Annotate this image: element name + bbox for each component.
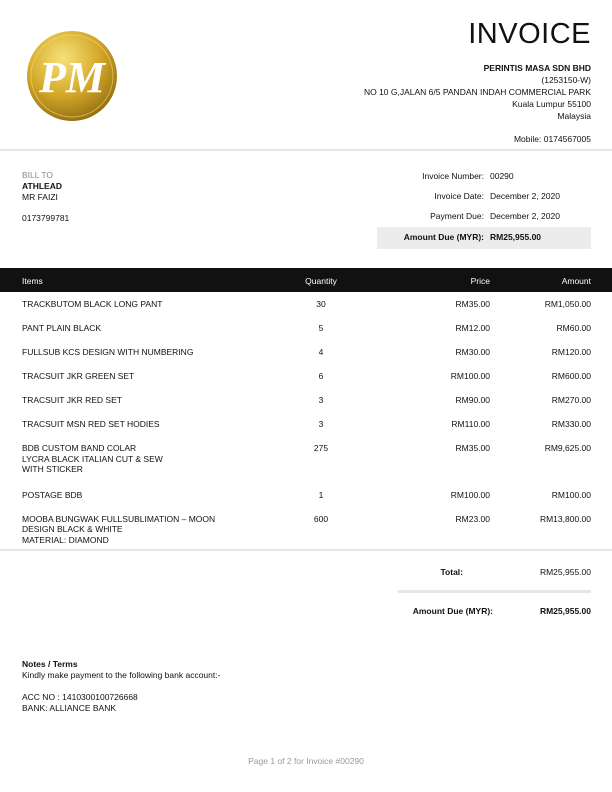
notes-heading: Notes / Terms — [22, 659, 78, 669]
page-footer: Page 1 of 2 for Invoice #00290 — [248, 756, 364, 766]
company-info — [364, 62, 591, 145]
item-quantity: 4 — [318, 347, 324, 357]
company-name: PERINTIS MASA SDN BHD — [483, 63, 591, 73]
invoice-number-label: Invoice Number: — [422, 171, 484, 181]
item-price: RM35.00 — [455, 299, 490, 309]
payment-due-label: Payment Due: — [430, 211, 484, 221]
header-price: Price — [470, 276, 490, 286]
payment-due-value: December 2, 2020 — [490, 211, 560, 221]
item-amount: RM120.00 — [551, 347, 591, 357]
table-row — [0, 316, 612, 340]
amount-due-row — [377, 227, 591, 249]
item-amount: RM270.00 — [551, 395, 591, 405]
item-quantity: 275 — [313, 443, 329, 453]
company-mobile: Mobile: 0174567005 — [513, 134, 591, 144]
total-label: Total: — [440, 567, 463, 577]
customer-phone: 0173799781 — [22, 213, 70, 223]
table-row — [0, 436, 612, 483]
customer-contact: MR FAIZI — [22, 192, 58, 202]
company-reg-no: (1253150-W) — [541, 75, 591, 85]
item-description: POSTAGE BDB — [22, 489, 83, 500]
item-description: FULLSUB KCS DESIGN WITH NUMBERING — [22, 347, 194, 357]
table-row — [0, 483, 612, 507]
item-price: RM90.00 — [455, 395, 490, 405]
item-quantity: 5 — [318, 323, 324, 333]
invoice-date-row — [377, 189, 591, 209]
item-description: TRACKBUTOM BLACK LONG PANT — [22, 299, 163, 309]
item-price: RM12.00 — [455, 323, 490, 333]
amount-due-label: Amount Due (MYR): — [403, 232, 484, 242]
amount-due-total-value: RM25,955.00 — [539, 606, 591, 616]
invoice-number-row — [377, 169, 591, 189]
bill-to-label: BILL TO — [22, 170, 54, 180]
payment-due-row — [377, 209, 591, 229]
item-description: MOOBA BUNGWAK FULLSUBLIMATION – MOON DESIGN BLACK & WHITE MATERIAL: DIAMOND — [22, 513, 216, 545]
company-address-line2: Kuala Lumpur 55100 — [512, 99, 591, 109]
item-quantity: 1 — [318, 489, 324, 500]
table-row — [0, 412, 612, 436]
table-row — [0, 507, 612, 554]
item-amount: RM100.00 — [551, 489, 591, 500]
table-row — [0, 340, 612, 364]
item-amount: RM330.00 — [551, 419, 591, 429]
item-description: PANT PLAIN BLACK — [22, 323, 102, 333]
item-quantity: 600 — [313, 513, 329, 524]
totals-divider — [398, 590, 591, 593]
item-price: RM23.00 — [455, 513, 490, 524]
item-description: BDB CUSTOM BAND COLAR LYCRA BLACK ITALIAN CUT & SEW WITH STICKER — [22, 443, 163, 474]
invoice-title: INVOICE — [468, 18, 591, 50]
item-amount: RM9,625.00 — [544, 443, 591, 453]
item-price: RM30.00 — [455, 347, 490, 357]
bill-to-block — [22, 170, 69, 224]
company-address-line1: NO 10 G,JALAN 6/5 PANDAN INDAH COMMERCIAL PARK — [363, 87, 591, 97]
header-quantity: Quantity — [305, 276, 337, 286]
header-items: Items — [22, 276, 43, 286]
item-amount: RM60.00 — [556, 323, 591, 333]
table-bottom-divider — [0, 549, 612, 551]
notes-terms — [22, 659, 220, 714]
invoice-date-label: Invoice Date: — [434, 191, 484, 201]
total-value: RM25,955.00 — [539, 567, 591, 577]
item-price: RM100.00 — [450, 371, 490, 381]
items-table-body — [0, 292, 612, 553]
notes-line: Kindly make payment to the following bank account:- — [22, 670, 221, 680]
amount-due-total-label: Amount Due (MYR): — [412, 606, 493, 616]
item-quantity: 3 — [318, 419, 324, 429]
bank-account-number: ACC NO : 1410300100726668 — [22, 692, 138, 702]
header-divider — [0, 149, 612, 151]
item-amount: RM1,050.00 — [544, 299, 591, 309]
bank-name: BANK: ALLIANCE BANK — [22, 703, 117, 713]
invoice-number-value: 00290 — [490, 171, 514, 181]
amount-due-value: RM25,955.00 — [490, 232, 542, 242]
table-row — [0, 388, 612, 412]
item-description: TRACSUIT JKR RED SET — [22, 395, 122, 405]
item-price: RM110.00 — [451, 419, 490, 429]
item-amount: RM600.00 — [551, 371, 591, 381]
logo-text: PM — [39, 53, 105, 102]
item-quantity: 6 — [318, 371, 324, 381]
header-amount: Amount — [561, 276, 591, 286]
item-quantity: 3 — [318, 395, 324, 405]
invoice-meta — [377, 169, 591, 249]
item-price: RM100.00 — [450, 489, 490, 500]
item-amount: RM13,800.00 — [539, 513, 591, 524]
table-row — [0, 364, 612, 388]
item-price: RM35.00 — [455, 443, 490, 453]
customer-name: ATHLEAD — [22, 181, 62, 191]
item-description: TRACSUIT JKR GREEN SET — [22, 371, 135, 381]
items-table-header — [0, 268, 612, 292]
table-row — [0, 292, 612, 316]
item-quantity: 30 — [316, 299, 326, 309]
item-description: TRACSUIT MSN RED SET HODIES — [22, 419, 160, 429]
company-logo — [26, 30, 118, 122]
company-address-line3: Malaysia — [557, 111, 591, 121]
invoice-date-value: December 2, 2020 — [490, 191, 560, 201]
